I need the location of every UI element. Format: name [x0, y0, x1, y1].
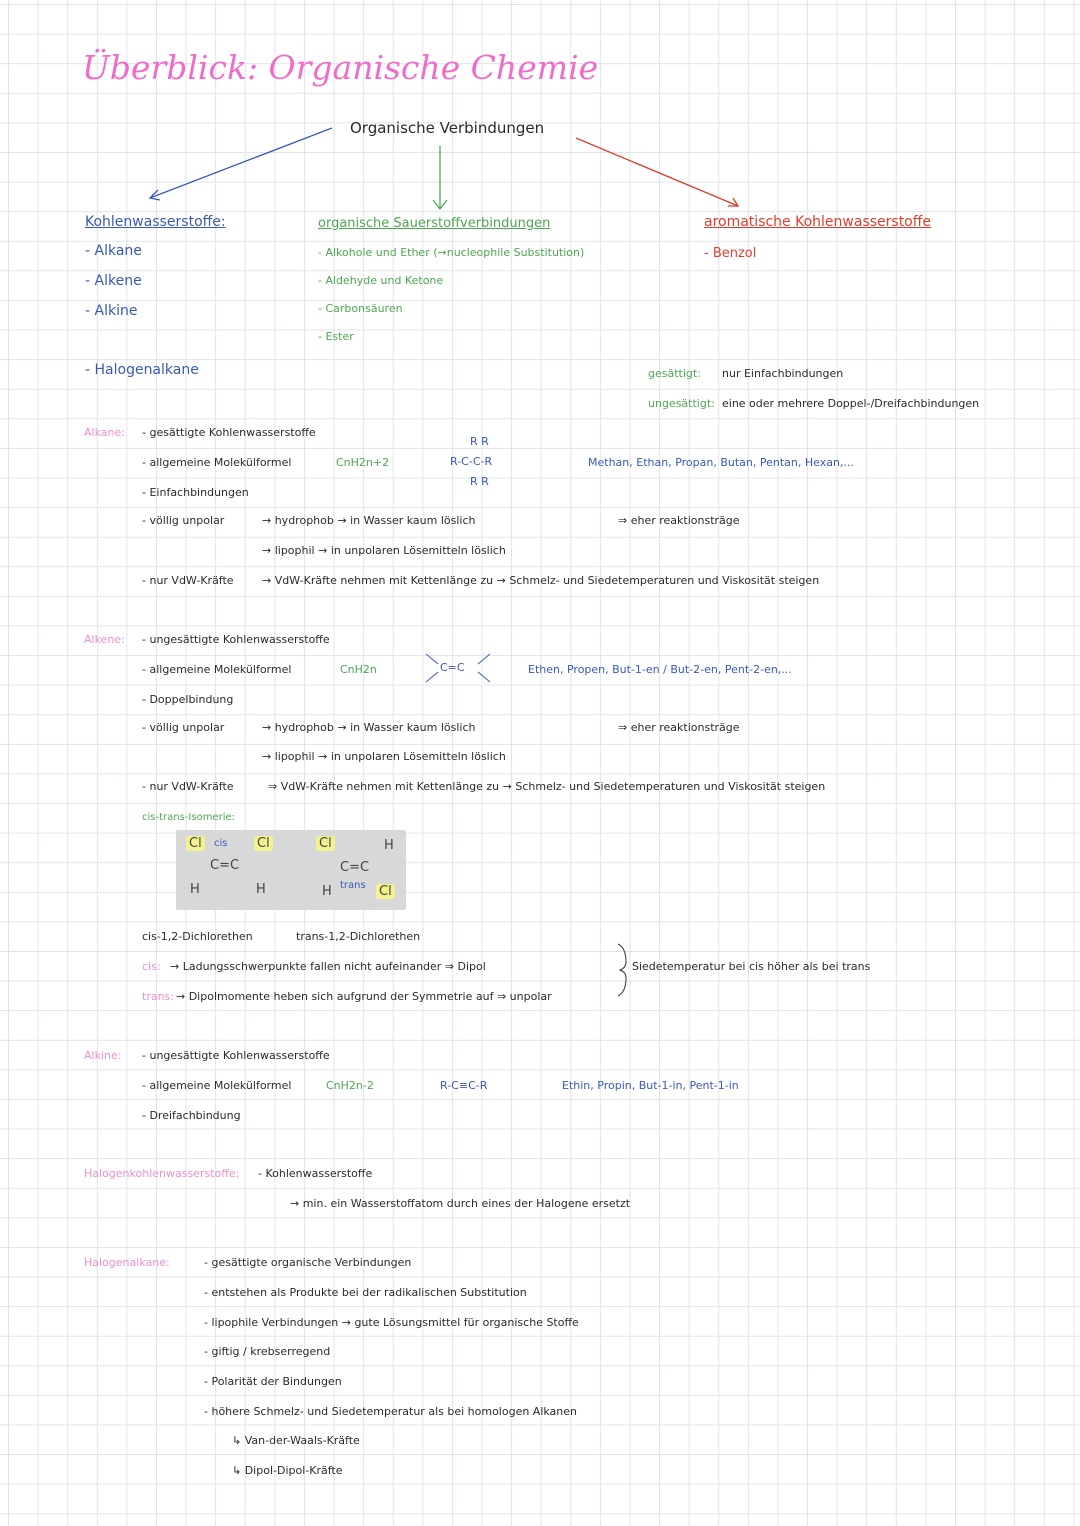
alkine-structure: R-C≡C-R: [440, 1079, 488, 1092]
alkene-label: Alkene:: [84, 633, 125, 646]
list-item: - Alkohole und Ether (→nucleophile Substitution): [318, 246, 585, 259]
alkane-vdw: → VdW-Kräfte nehmen mit Kettenlänge zu → Schmelz- und Siedetemperaturen und Viskosität steigen: [262, 574, 820, 587]
saturated-label: gesättigt:: [648, 367, 701, 380]
list-item: - Aldehyde und Ketone: [318, 274, 444, 287]
trans-name: trans-1,2-Dichlorethen: [296, 930, 421, 943]
alkane-reaktion: ⇒ eher reaktionsträge: [618, 514, 740, 527]
halogenalkane-line: - höhere Schmelz- und Siedetemperatur als bei homologen Alkanen: [204, 1405, 578, 1418]
trans-label: trans:: [142, 990, 174, 1003]
cl-atom: Cl: [316, 836, 335, 851]
double-bond: C=C: [210, 858, 240, 873]
alkine-label: Alkine:: [84, 1049, 122, 1062]
alkane-line: - nur VdW-Kräfte: [142, 574, 234, 587]
halogenalkane-label: Halogenalkane:: [84, 1256, 170, 1269]
alkine-examples: Ethin, Propin, But-1-in, Pent-1-in: [562, 1079, 739, 1092]
halogenalkane-line: - lipophile Verbindungen → gute Lösungsmittel für organische Stoffe: [204, 1316, 579, 1329]
halogenalkane-sub: ↳ Dipol-Dipol-Kräfte: [232, 1464, 343, 1477]
halogenkw-label: Halogenkohlenwasserstoffe:: [84, 1167, 240, 1180]
list-item: - Halogenalkane: [85, 362, 199, 378]
alkene-line: - nur VdW-Kräfte: [142, 780, 234, 793]
cl-atom: Cl: [254, 836, 273, 851]
page-title: Überblick: Organische Chemie: [82, 48, 599, 87]
halogenalkane-line: - Polarität der Bindungen: [204, 1375, 342, 1388]
trans-text: → Dipolmomente heben sich aufgrund der Symmetrie auf ⇒ unpolar: [176, 990, 552, 1003]
cis-text: → Ladungsschwerpunkte fallen nicht aufeinander ⇒ Dipol: [170, 960, 486, 973]
alkane-formula: CnH2n+2: [336, 456, 390, 469]
siede-note: Siedetemperatur bei cis höher als bei trans: [632, 960, 871, 973]
alkane-structure-top: R R: [470, 435, 489, 448]
alkane-examples: Methan, Ethan, Propan, Butan, Pentan, Hexan,...: [588, 456, 854, 469]
kohlenwasserstoffe-heading: Kohlenwasserstoffe:: [85, 214, 226, 230]
halogenalkane-line: - gesättigte organische Verbindungen: [204, 1256, 412, 1269]
unsaturated-text: eine oder mehrere Doppel-/Dreifachbindungen: [722, 397, 980, 410]
aromaten-heading: aromatische Kohlenwasserstoffe: [704, 214, 932, 230]
alkane-structure-bot: R R: [470, 475, 489, 488]
alkene-line: - völlig unpolar: [142, 721, 225, 734]
alkane-line: - Einfachbindungen: [142, 486, 249, 499]
h-atom: H: [322, 884, 332, 899]
alkane-hydrophob: → hydrophob → in Wasser kaum löslich: [262, 514, 476, 527]
halogenalkane-line: - giftig / krebserregend: [204, 1345, 331, 1358]
list-item: - Alkane: [85, 243, 142, 259]
alkene-line: - Doppelbindung: [142, 693, 234, 706]
list-item: - Benzol: [704, 246, 757, 261]
double-bond: C=C: [340, 860, 370, 875]
cis-name: cis-1,2-Dichlorethen: [142, 930, 253, 943]
alkane-line: - gesättigte Kohlenwasserstoffe: [142, 426, 316, 439]
alkine-formula: CnH2n-2: [326, 1079, 374, 1092]
h-atom: H: [190, 882, 200, 897]
list-item: - Alkene: [85, 273, 142, 289]
cl-atom: Cl: [186, 836, 205, 851]
trans-tag: trans: [340, 880, 366, 891]
h-atom: H: [256, 882, 266, 897]
alkene-reaktion: ⇒ eher reaktionsträge: [618, 721, 740, 734]
alkane-line: - allgemeine Molekülformel: [142, 456, 292, 469]
halogenalkane-sub: ↳ Van-der-Waals-Kräfte: [232, 1434, 360, 1447]
alkine-line: - allgemeine Molekülformel: [142, 1079, 292, 1092]
list-item: - Carbonsäuren: [318, 302, 403, 315]
alkine-line: - Dreifachbindung: [142, 1109, 241, 1122]
h-atom: H: [384, 838, 394, 853]
alkine-line: - ungesättigte Kohlenwasserstoffe: [142, 1049, 330, 1062]
saturated-text: nur Einfachbindungen: [722, 367, 844, 380]
alkane-lipophil: → lipophil → in unpolaren Lösemitteln löslich: [262, 544, 506, 557]
alkene-line: - ungesättigte Kohlenwasserstoffe: [142, 633, 330, 646]
alkene-formula: CnH2n: [340, 663, 377, 676]
alkane-line: - völlig unpolar: [142, 514, 225, 527]
alkene-examples: Ethen, Propen, But-1-en / But-2-en, Pent-2-en,...: [528, 663, 792, 676]
alkane-structure-mid: R-C-C-R: [450, 455, 493, 468]
alkene-structure: C=C: [440, 661, 465, 674]
cis-tag: cis: [214, 838, 228, 849]
halogenalkane-line: - entstehen als Produkte bei der radikalischen Substitution: [204, 1286, 527, 1299]
cl-atom: Cl: [376, 884, 395, 899]
alkene-lipophil: → lipophil → in unpolaren Lösemitteln löslich: [262, 750, 506, 763]
unsaturated-label: ungesättigt:: [648, 397, 715, 410]
alkene-vdw: ⇒ VdW-Kräfte nehmen mit Kettenlänge zu → Schmelz- und Siedetemperaturen und Viskosität steigen: [268, 780, 826, 793]
list-item: - Ester: [318, 330, 354, 343]
list-item: - Alkine: [85, 303, 138, 319]
alkene-line: - allgemeine Molekülformel: [142, 663, 292, 676]
alkene-hydrophob: → hydrophob → in Wasser kaum löslich: [262, 721, 476, 734]
sauerstoff-heading: organische Sauerstoffverbindungen: [318, 216, 551, 231]
halogenkw-line: → min. ein Wasserstoffatom durch eines der Halogene ersetzt: [290, 1197, 631, 1210]
root-node: Organische Verbindungen: [350, 119, 545, 137]
isomerie-label: cis-trans-Isomerie:: [142, 812, 235, 823]
halogenkw-line: - Kohlenwasserstoffe: [258, 1167, 373, 1180]
alkane-label: Alkane:: [84, 426, 125, 439]
cis-label: cis:: [142, 960, 161, 973]
cis-trans-photo: [176, 830, 406, 910]
